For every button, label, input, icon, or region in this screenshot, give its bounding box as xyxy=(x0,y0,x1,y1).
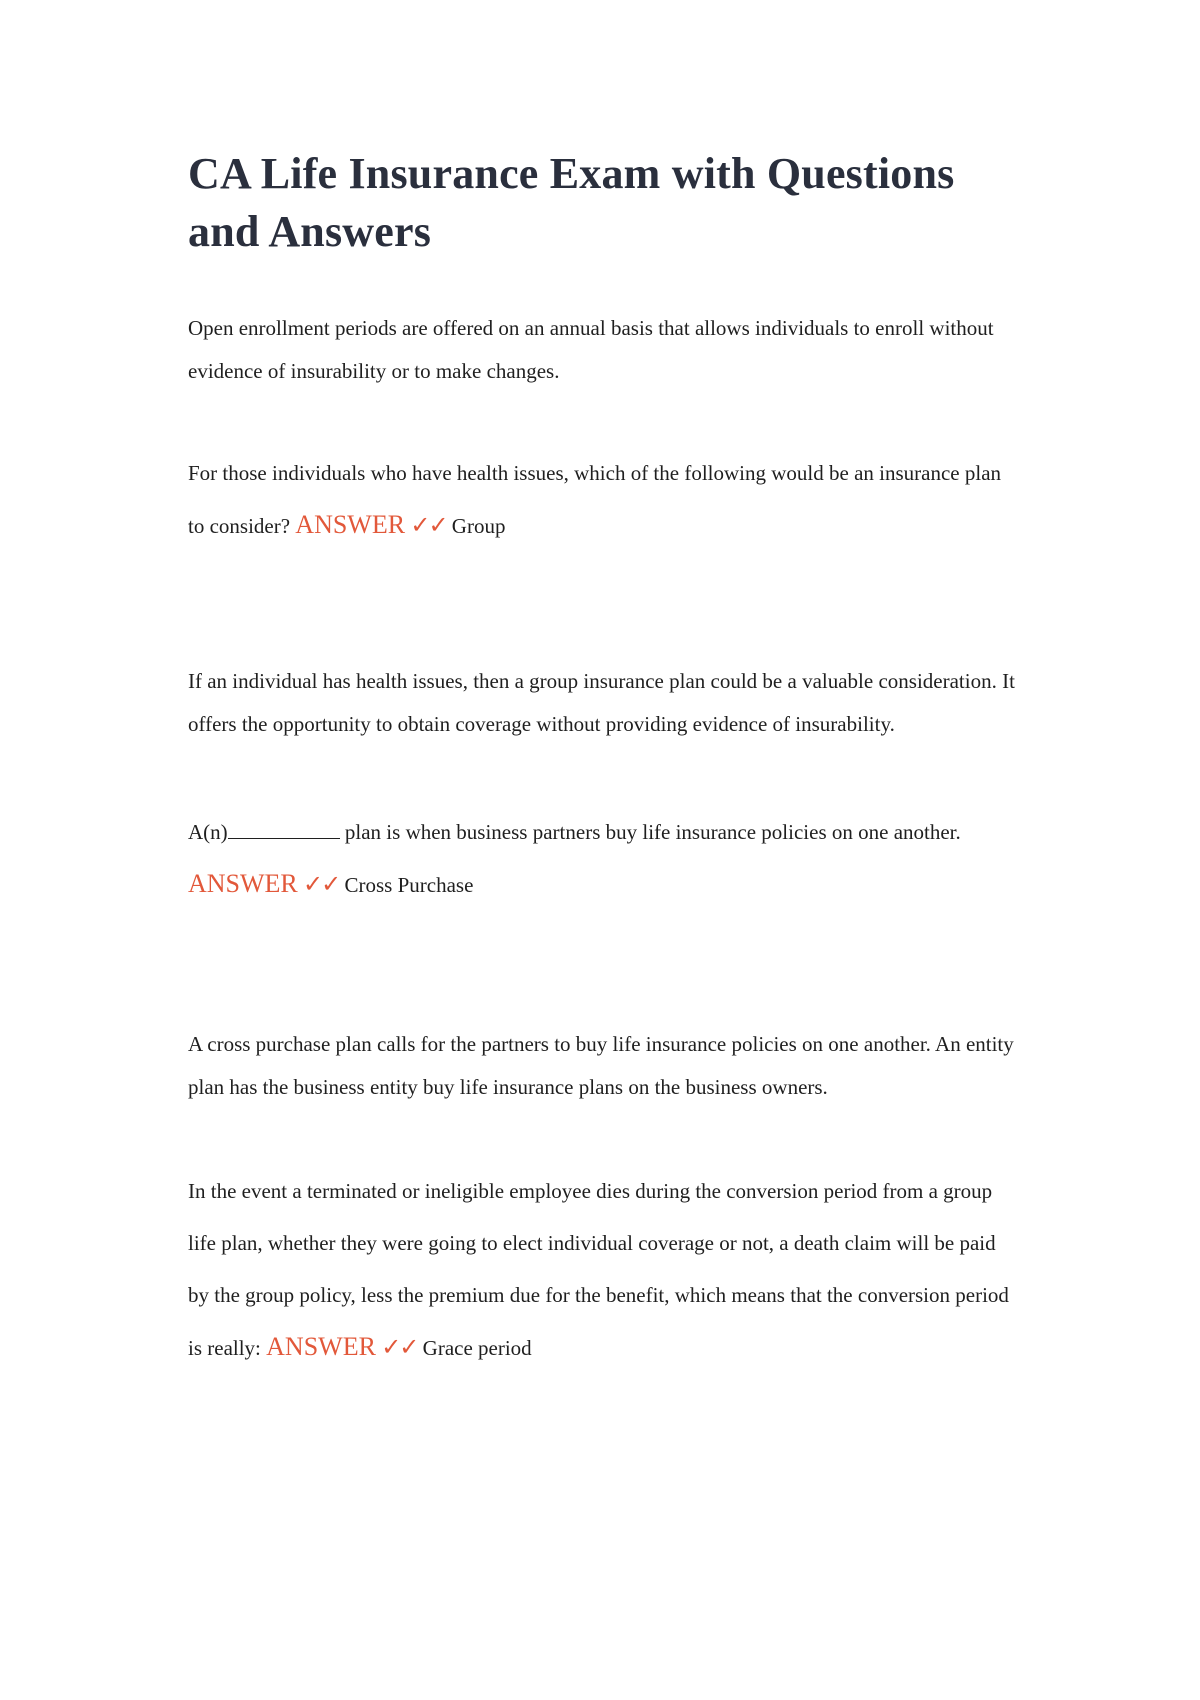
double-check-icon: ✓✓ xyxy=(381,1333,418,1361)
paragraph-cross-purchase-explanation xyxy=(188,1023,1018,1109)
question-health-issues xyxy=(188,447,1018,552)
answer-label: ANSWER xyxy=(295,510,406,539)
double-check-icon: ✓✓ xyxy=(410,511,447,539)
question-business-partners xyxy=(188,806,1018,911)
answer-text: Group xyxy=(451,514,506,538)
answer-text: Grace period xyxy=(422,1336,532,1360)
double-check-icon: ✓✓ xyxy=(303,870,340,898)
paragraph-group-explanation xyxy=(188,660,1018,746)
question-text: In the event a terminated or ineligible employee dies during the conversion period from a group life plan, whether they were going to elect individual coverage or not, a death claim will be paid by the group policy, less the premium due for the benefit, which means that the conversion period is really: xyxy=(188,1179,1009,1360)
question-prefix: A(n) xyxy=(188,820,228,844)
answer-text: Cross Purchase xyxy=(344,873,474,897)
fill-in-blank xyxy=(228,816,340,839)
document-content xyxy=(188,145,1018,1374)
paragraph-text: If an individual has health issues, then a group insurance plan could be a valuable consideration. It offers the opportunity to obtain coverage without providing evidence of insurability. xyxy=(188,669,1015,736)
question-conversion-period xyxy=(188,1165,1018,1374)
paragraph-text: Open enrollment periods are offered on an annual basis that allows individuals to enroll without evidence of insurability or to make changes. xyxy=(188,316,994,383)
paragraph-open-enrollment xyxy=(188,307,1018,393)
answer-label: ANSWER xyxy=(188,869,298,898)
paragraph-text: A cross purchase plan calls for the partners to buy life insurance policies on one another. An entity plan has the business entity buy life insurance plans on the business owners. xyxy=(188,1032,1014,1099)
document-title: CA Life Insurance Exam with Questions and Answers xyxy=(188,149,955,256)
question-text: plan is when business partners buy life insurance policies on one another. xyxy=(344,820,961,844)
question-text: For those individuals who have health issues, which of the following would be an insurance plan to consider? xyxy=(188,461,1002,538)
answer-label: ANSWER xyxy=(266,1332,376,1361)
